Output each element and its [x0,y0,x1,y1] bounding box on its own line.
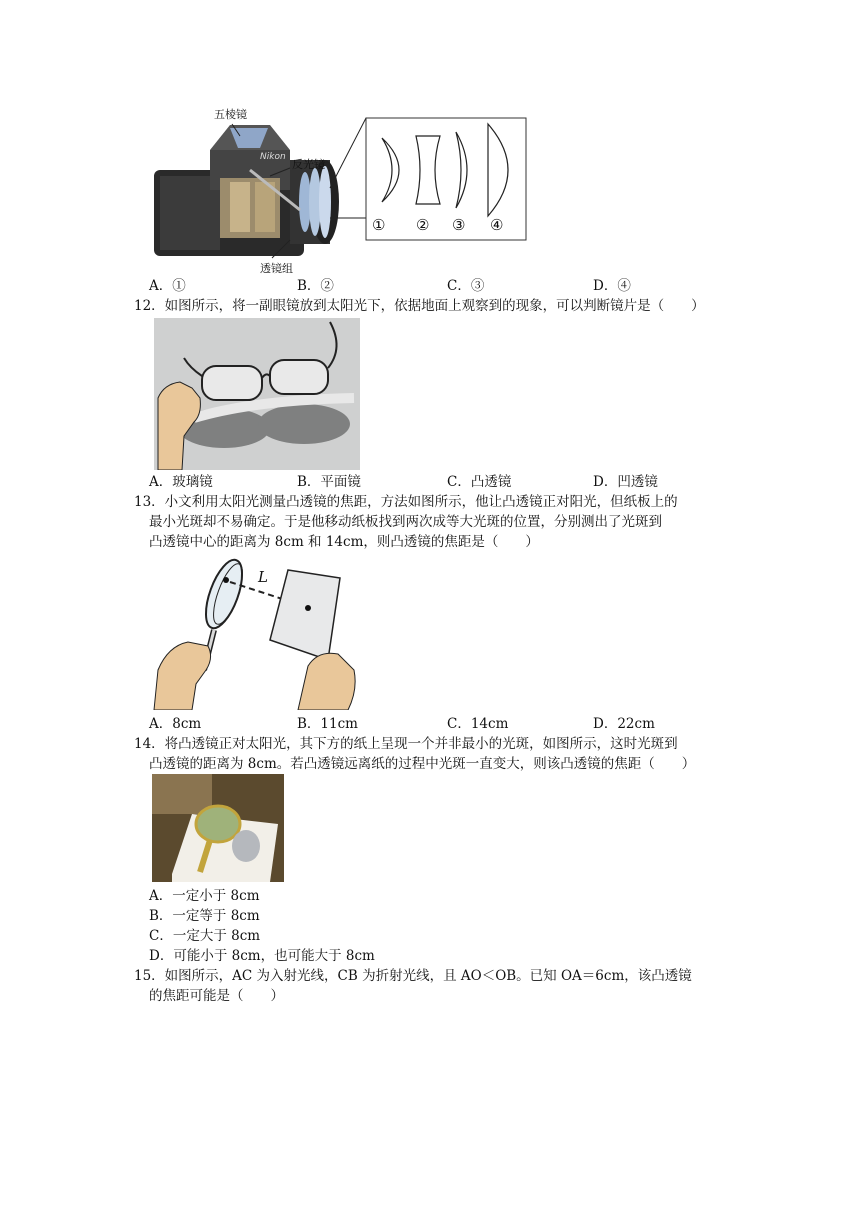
q12-stem: 12．如图所示，将一副眼镜放到太阳光下，依据地面上观察到的现象，可以判断镜片是（ ） [134,298,705,314]
q12-option-b[interactable]: B．平面镜 [297,474,361,490]
q14-option-c[interactable]: C．一定大于 8cm [149,928,261,944]
q13-stem-line-3: 凸透镜中心的距离为 8cm 和 14cm，则凸透镜的焦距是（ ） [149,534,539,550]
q15-stem-line-2: 的焦距可能是（ ） [149,988,284,1004]
lens-group-label: 透镜组 [260,262,293,275]
q11-option-d[interactable]: D．④ [593,278,631,294]
q12-option-c[interactable]: C．凸透镜 [447,474,512,490]
q13-option-a[interactable]: A．8cm [149,716,202,732]
q13-option-b[interactable]: B．11cm [297,716,358,732]
camera-cutaway-figure [150,100,530,280]
lens-number-3: ③ [452,216,466,234]
mirror-label: 反光镜 [292,158,325,171]
q14-option-a[interactable]: A．一定小于 8cm [149,888,260,904]
q11-option-b[interactable]: B．② [297,278,334,294]
q13-option-c[interactable]: C．14cm [447,716,509,732]
q13-stem-line-2: 最小光斑却不易确定。于是他移动纸板找到两次成等大光斑的位置，分别测出了光斑到 [149,514,662,530]
glasses-figure [154,318,360,470]
q14-stem-line-1: 14．将凸透镜正对太阳光，其下方的纸上呈现一个并非最小的光斑，如图所示，这时光斑到 [134,736,678,752]
magnifier-photo [152,774,284,882]
q14-stem-line-2: 凸透镜的距离为 8cm。若凸透镜远离纸的过程中光斑一直变大，则该凸透镜的焦距（ ） [149,756,696,772]
lens-paper-figure [148,550,368,710]
q14-option-d[interactable]: D．可能小于 8cm，也可能大于 8cm [149,948,375,964]
q13-option-d[interactable]: D．22cm [593,716,655,732]
lens-number-2: ② [416,216,430,234]
q13-stem-line-1: 13．小文利用太阳光测量凸透镜的焦距，方法如图所示，他让凸透镜正对阳光，但纸板上的 [134,494,678,510]
q11-option-a[interactable]: A．① [149,278,186,294]
prism-label: 五棱镜 [214,108,247,121]
q11-option-c[interactable]: C．③ [447,278,485,294]
lens-number-1: ① [372,216,386,234]
q12-option-d[interactable]: D．凹透镜 [593,474,658,490]
q15-stem-line-1: 15．如图所示，AC 为入射光线，CB 为折射光线，且 AO＜OB。已知 OA＝6cm，该凸透镜 [134,968,692,984]
lens-number-4: ④ [490,216,504,234]
q12-option-a[interactable]: A．玻璃镜 [149,474,213,490]
distance-label: L [258,568,268,586]
brand-label: Nikon [260,152,286,162]
q14-option-b[interactable]: B．一定等于 8cm [149,908,260,924]
